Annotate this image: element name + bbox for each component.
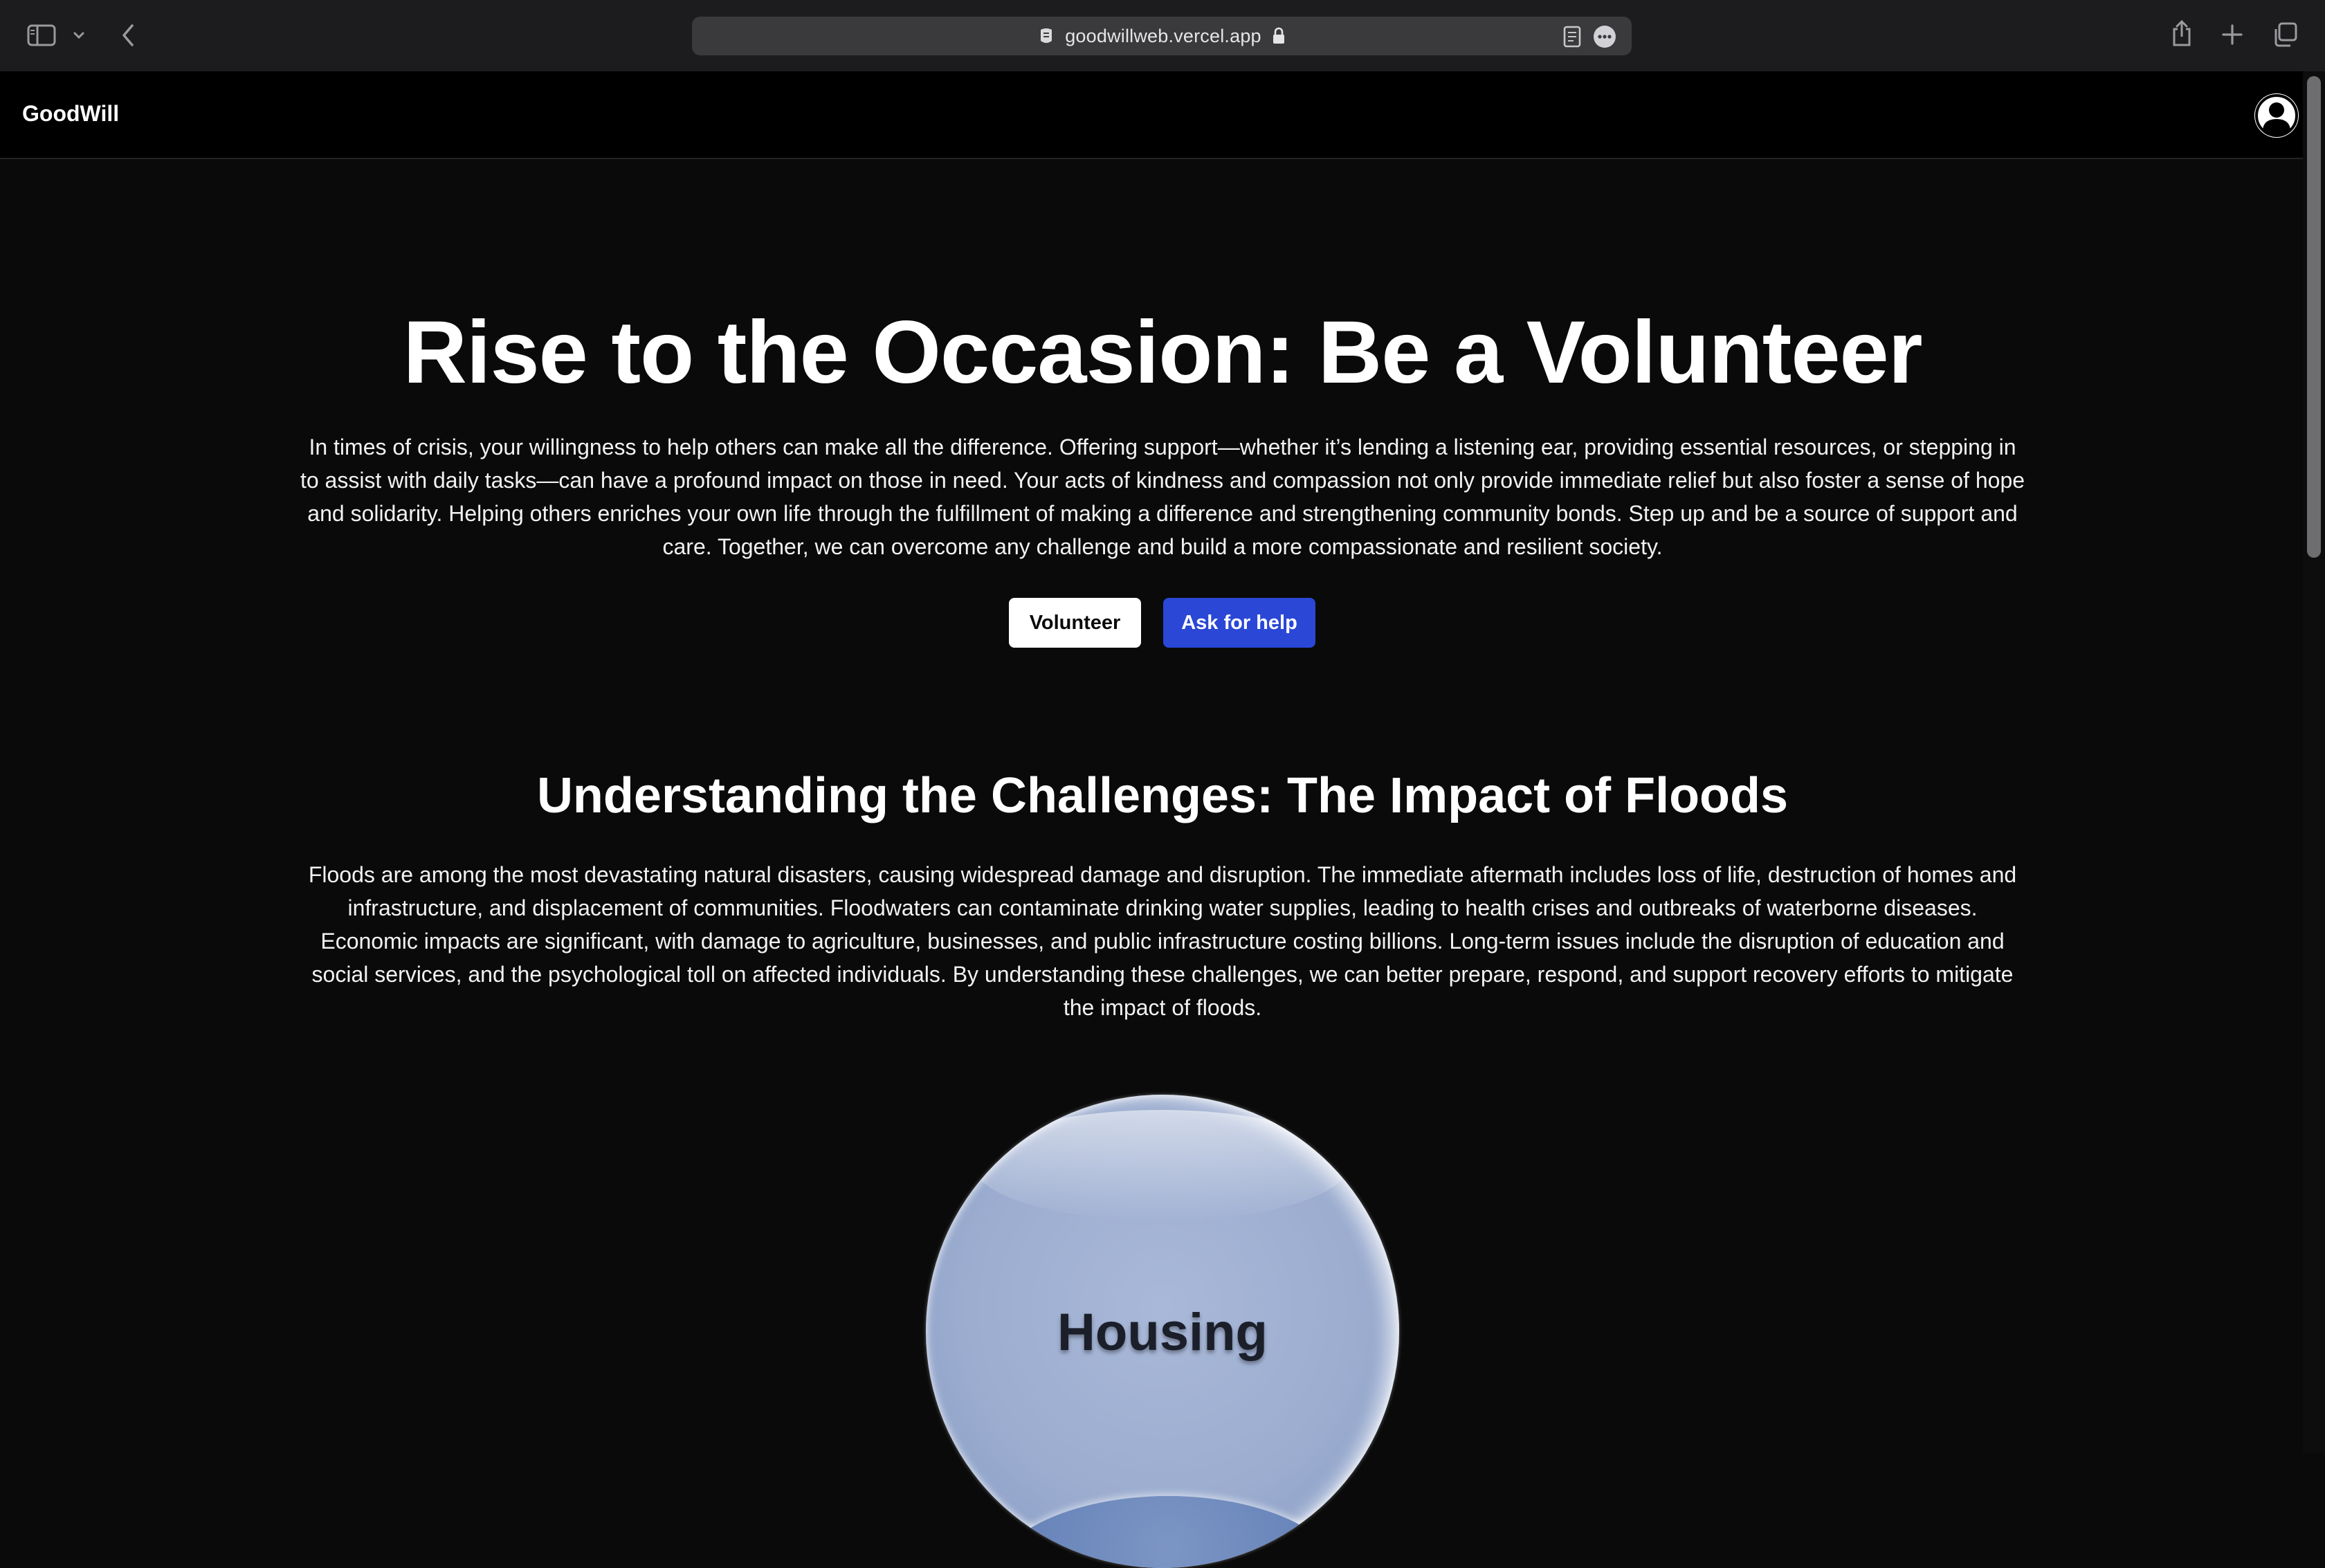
- brand-logo-text[interactable]: GoodWill: [22, 101, 120, 126]
- new-tab-icon[interactable]: [2220, 22, 2245, 47]
- site-favicon-icon: [1037, 26, 1055, 46]
- volunteer-button[interactable]: Volunteer: [1009, 598, 1141, 648]
- more-icon[interactable]: [1593, 25, 1616, 48]
- main-content: [0, 159, 2303, 1453]
- tabs-overview-icon[interactable]: [2271, 21, 2299, 48]
- challenges-description: Floods are among the most devastating natural disasters, causing widespread damage and disruption. The immediate aftermath includes loss of life, destruction of homes and infrastructure, and displacement of communities. Floodwaters can contaminate drinking water supplies, leading to health crises and outbreaks of waterborne diseases. Economic impacts are significant, with damage to agriculture, businesses, and public infrastructure costing billions. Long-term issues include the disruption of education and social services, and the psychological toll on affected individuals. By understanding these challenges, we can better prepare, respond, and support recovery efforts to mitigate the impact of floods.: [308, 862, 2017, 1020]
- bubble-label: Housing: [1057, 1303, 1268, 1362]
- hero-title: Rise to the Occasion: Be a Volunteer: [403, 303, 1922, 402]
- address-bar[interactable]: [692, 17, 1632, 55]
- housing-bubble[interactable]: [926, 1095, 1399, 1568]
- back-icon[interactable]: [116, 21, 140, 50]
- url-text: goodwillweb.vercel.app: [1065, 25, 1261, 46]
- challenges-title: Understanding the Challenges: The Impact of Floods: [536, 768, 1789, 823]
- share-icon[interactable]: [2170, 18, 2194, 48]
- site-navbar: [0, 71, 2303, 159]
- bubble-highlight: [974, 1110, 1348, 1221]
- lock-icon: [1271, 26, 1286, 46]
- hero-description: In times of crisis, your willingness to help others can make all the difference. Offering support—whether it’s lending a listening ear, providing essential resources, or stepping in to assist with daily tasks—can have a profound impact on those in need. Your acts of kindness and compassion not only provide immediate relief but also foster a sense of hope and solidarity. Helping others enriches your own life through the fulfillment of making a difference and strengthening community bonds. Step up and be a source of support and care. Together, we can overcome any challenge and build a more compassionate and resilient society.: [300, 435, 2025, 559]
- reader-icon[interactable]: [1561, 25, 1583, 48]
- browser-toolbar: [0, 0, 2325, 71]
- ask-for-help-button[interactable]: Ask for help: [1163, 598, 1315, 648]
- user-avatar-icon[interactable]: [2254, 93, 2299, 138]
- sidebar-icon[interactable]: [26, 22, 57, 48]
- chevron-down-icon[interactable]: [71, 28, 87, 43]
- bubble-inner-sphere: [988, 1496, 1348, 1568]
